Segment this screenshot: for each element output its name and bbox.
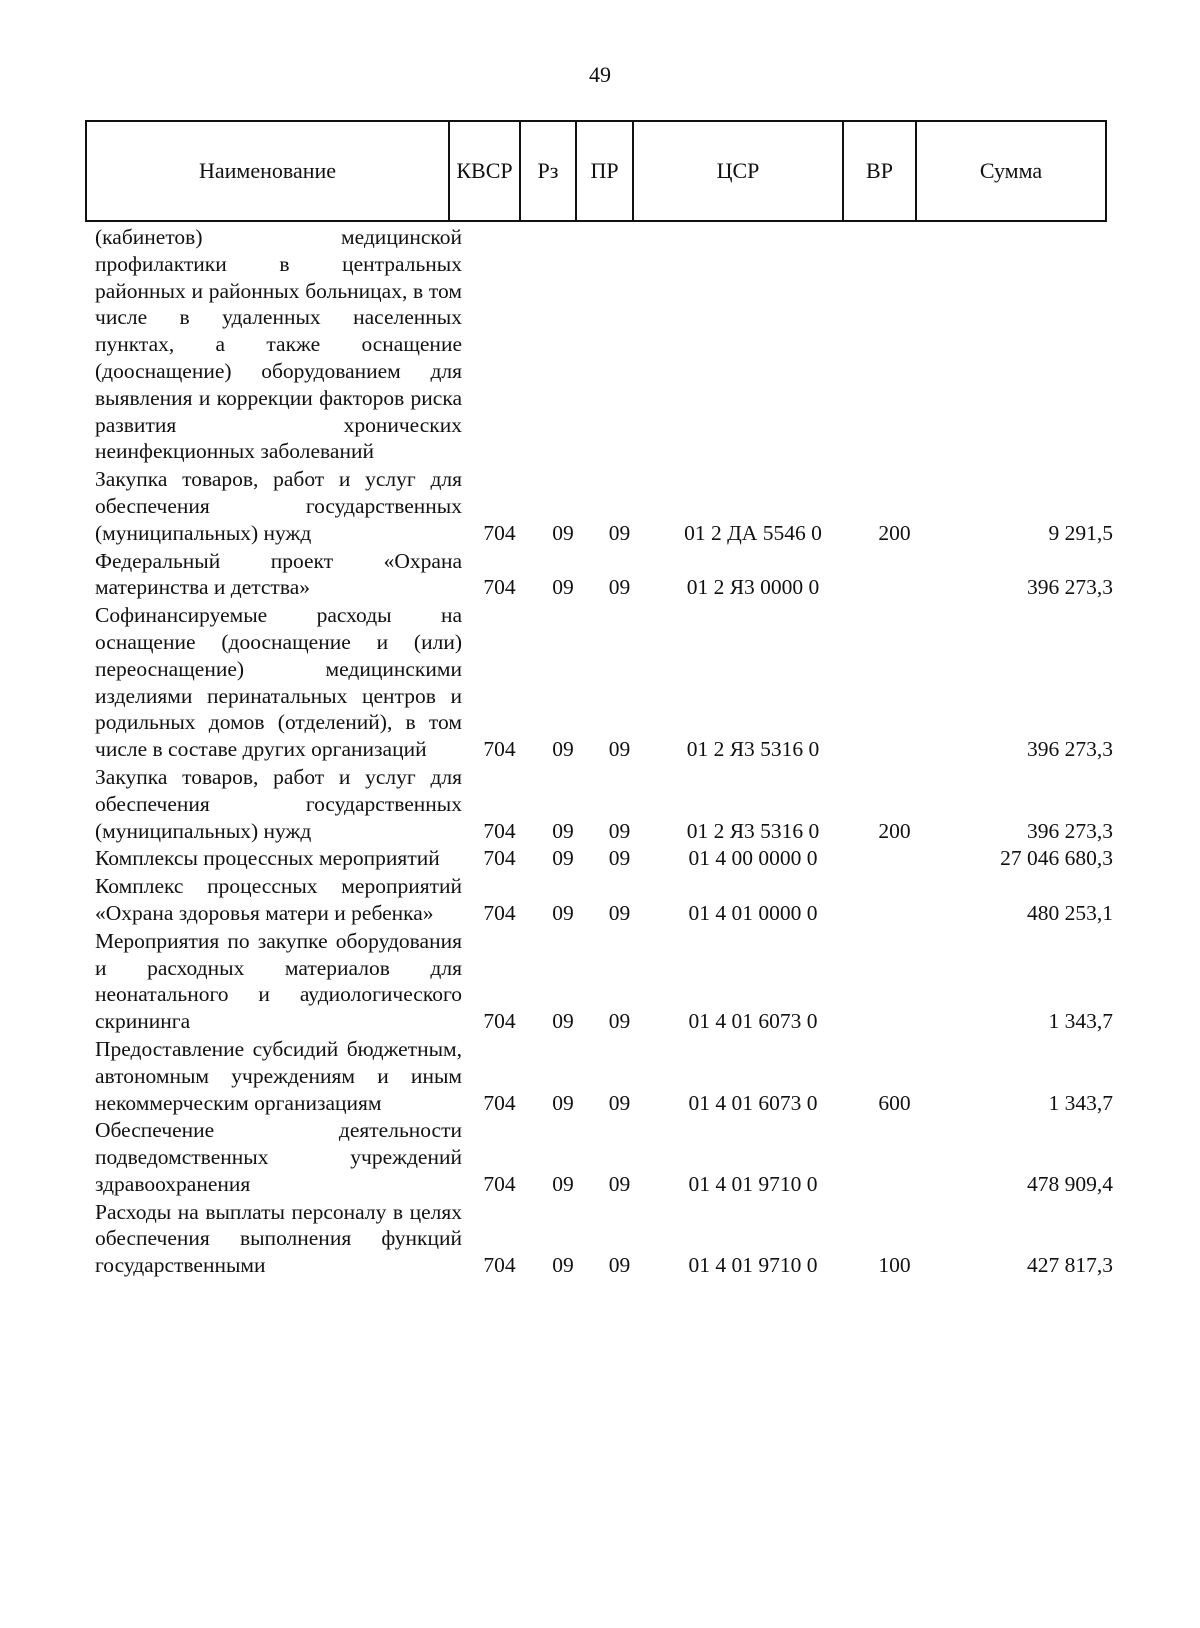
row-csr: 01 4 01 9710 0 — [688, 1171, 818, 1196]
row-rz: 09 — [552, 575, 574, 600]
header-csr: ЦСР — [633, 121, 843, 221]
row-kvsr: 704 — [483, 846, 516, 871]
header-rz: Рз — [520, 121, 576, 221]
row-sum: 396 273,3 — [1027, 575, 1113, 600]
row-pr: 09 — [608, 520, 631, 545]
row-kvsr: 704 — [483, 575, 516, 600]
row-name: Предоставление субсидий бюджетным, автономным учреждениям и иным некоммерческим организациям — [95, 1036, 462, 1115]
row-vr: 200 — [878, 818, 911, 843]
row-rz: 09 — [552, 737, 574, 762]
header-name: Наименование — [86, 121, 449, 221]
row-name: Закупка товаров, работ и услуг для обеспечения государственных (муниципальных) нужд — [95, 467, 462, 545]
row-csr: 01 2 ДА 5546 0 — [684, 520, 822, 545]
table-header — [85, 120, 1107, 222]
table-row — [85, 466, 1145, 546]
row-rz: 09 — [552, 1253, 574, 1278]
row-rz: 09 — [552, 1090, 574, 1115]
table-row — [85, 1199, 1145, 1279]
row-sum: 396 273,3 — [1027, 737, 1113, 762]
table-row — [85, 602, 1145, 763]
row-pr: 09 — [608, 1009, 631, 1034]
row-name: Обеспечение деятельности подведомственных учреждений здравоохранения — [95, 1118, 462, 1196]
row-kvsr: 704 — [483, 1253, 516, 1278]
row-kvsr: 704 — [483, 737, 516, 762]
page-number: 49 — [589, 62, 611, 87]
row-name: Закупка товаров, работ и услуг для обеспечения государственных (муниципальных) нужд — [95, 764, 462, 843]
table-row — [85, 1036, 1145, 1116]
row-csr: 01 4 01 0000 0 — [688, 900, 818, 925]
table-body — [85, 224, 1145, 1280]
row-rz: 09 — [552, 900, 574, 925]
row-kvsr: 704 — [483, 900, 516, 925]
row-name: Мероприятия по закупке оборудования и расходных материалов для неонатального и аудиологического скрининга — [95, 928, 462, 1034]
row-rz: 09 — [552, 846, 574, 871]
row-kvsr: 704 — [483, 1090, 516, 1115]
row-sum: 27 046 680,3 — [1000, 846, 1113, 871]
row-kvsr: 704 — [483, 1171, 516, 1196]
row-name: Комплекс процессных мероприятий «Охрана здоровья матери и ребенка» — [95, 874, 462, 925]
row-name: (кабинетов) медицинской профилактики в центральных районных и районных больницах, в том числе в удаленных населенных пунктах, а также оснащение (дооснащение) оборудованием для выявления и коррекции факторов риска развития хронических неинфекционных заболеваний — [95, 225, 462, 464]
row-kvsr: 704 — [483, 1009, 516, 1034]
table-row — [85, 928, 1145, 1035]
table-row — [85, 224, 1145, 465]
row-sum: 1 343,7 — [1048, 1009, 1113, 1034]
row-rz: 09 — [552, 1171, 574, 1196]
row-pr: 09 — [608, 846, 631, 871]
row-sum: 478 909,4 — [1027, 1171, 1113, 1196]
row-csr: 01 2 Я3 5316 0 — [686, 737, 820, 762]
row-name: Софинансируемые расходы на оснащение (дооснащение и (или) переоснащение) медицинскими изделиями перинатальных центров и родильных домов (отделений), в том числе в составе других организаций — [95, 603, 462, 762]
row-sum: 396 273,3 — [1027, 818, 1113, 843]
row-kvsr: 704 — [483, 520, 516, 545]
row-csr: 01 4 01 9710 0 — [688, 1253, 818, 1278]
row-rz: 09 — [552, 818, 574, 843]
row-rz: 09 — [552, 520, 574, 545]
row-vr: 600 — [878, 1090, 911, 1115]
row-kvsr: 704 — [483, 818, 516, 843]
row-pr: 09 — [608, 575, 631, 600]
row-sum: 427 817,3 — [1027, 1253, 1113, 1278]
header-sum: Сумма — [916, 121, 1106, 221]
row-sum: 480 253,1 — [1027, 900, 1113, 925]
row-pr: 09 — [608, 1090, 631, 1115]
row-pr: 09 — [608, 818, 631, 843]
row-csr: 01 2 Я3 5316 0 — [686, 818, 820, 843]
table-row — [85, 764, 1145, 844]
row-pr: 09 — [608, 737, 631, 762]
row-pr: 09 — [608, 1171, 631, 1196]
row-csr: 01 4 01 6073 0 — [688, 1090, 818, 1115]
table-row — [85, 548, 1145, 602]
row-vr: 100 — [878, 1253, 911, 1278]
table-row — [85, 873, 1145, 927]
table-row — [85, 845, 1145, 872]
row-vr: 200 — [878, 520, 911, 545]
header-kvsr: КВСР — [449, 121, 520, 221]
header-pr: ПР — [576, 121, 633, 221]
row-csr: 01 2 Я3 0000 0 — [686, 575, 820, 600]
row-sum: 9 291,5 — [1048, 520, 1113, 545]
row-name: Расходы на выплаты персоналу в целях обеспечения выполнения функций государственными — [95, 1199, 462, 1278]
row-pr: 09 — [608, 1253, 631, 1278]
row-name: Федеральный проект «Охрана материнства и детства» — [95, 548, 462, 600]
row-pr: 09 — [608, 900, 631, 925]
row-csr: 01 4 00 0000 0 — [688, 846, 818, 871]
header-vr: ВР — [843, 121, 916, 221]
table-row — [85, 1117, 1145, 1197]
row-csr: 01 4 01 6073 0 — [688, 1009, 818, 1034]
row-name: Комплексы процессных мероприятий — [95, 846, 440, 871]
row-rz: 09 — [552, 1009, 574, 1034]
row-sum: 1 343,7 — [1048, 1090, 1113, 1115]
